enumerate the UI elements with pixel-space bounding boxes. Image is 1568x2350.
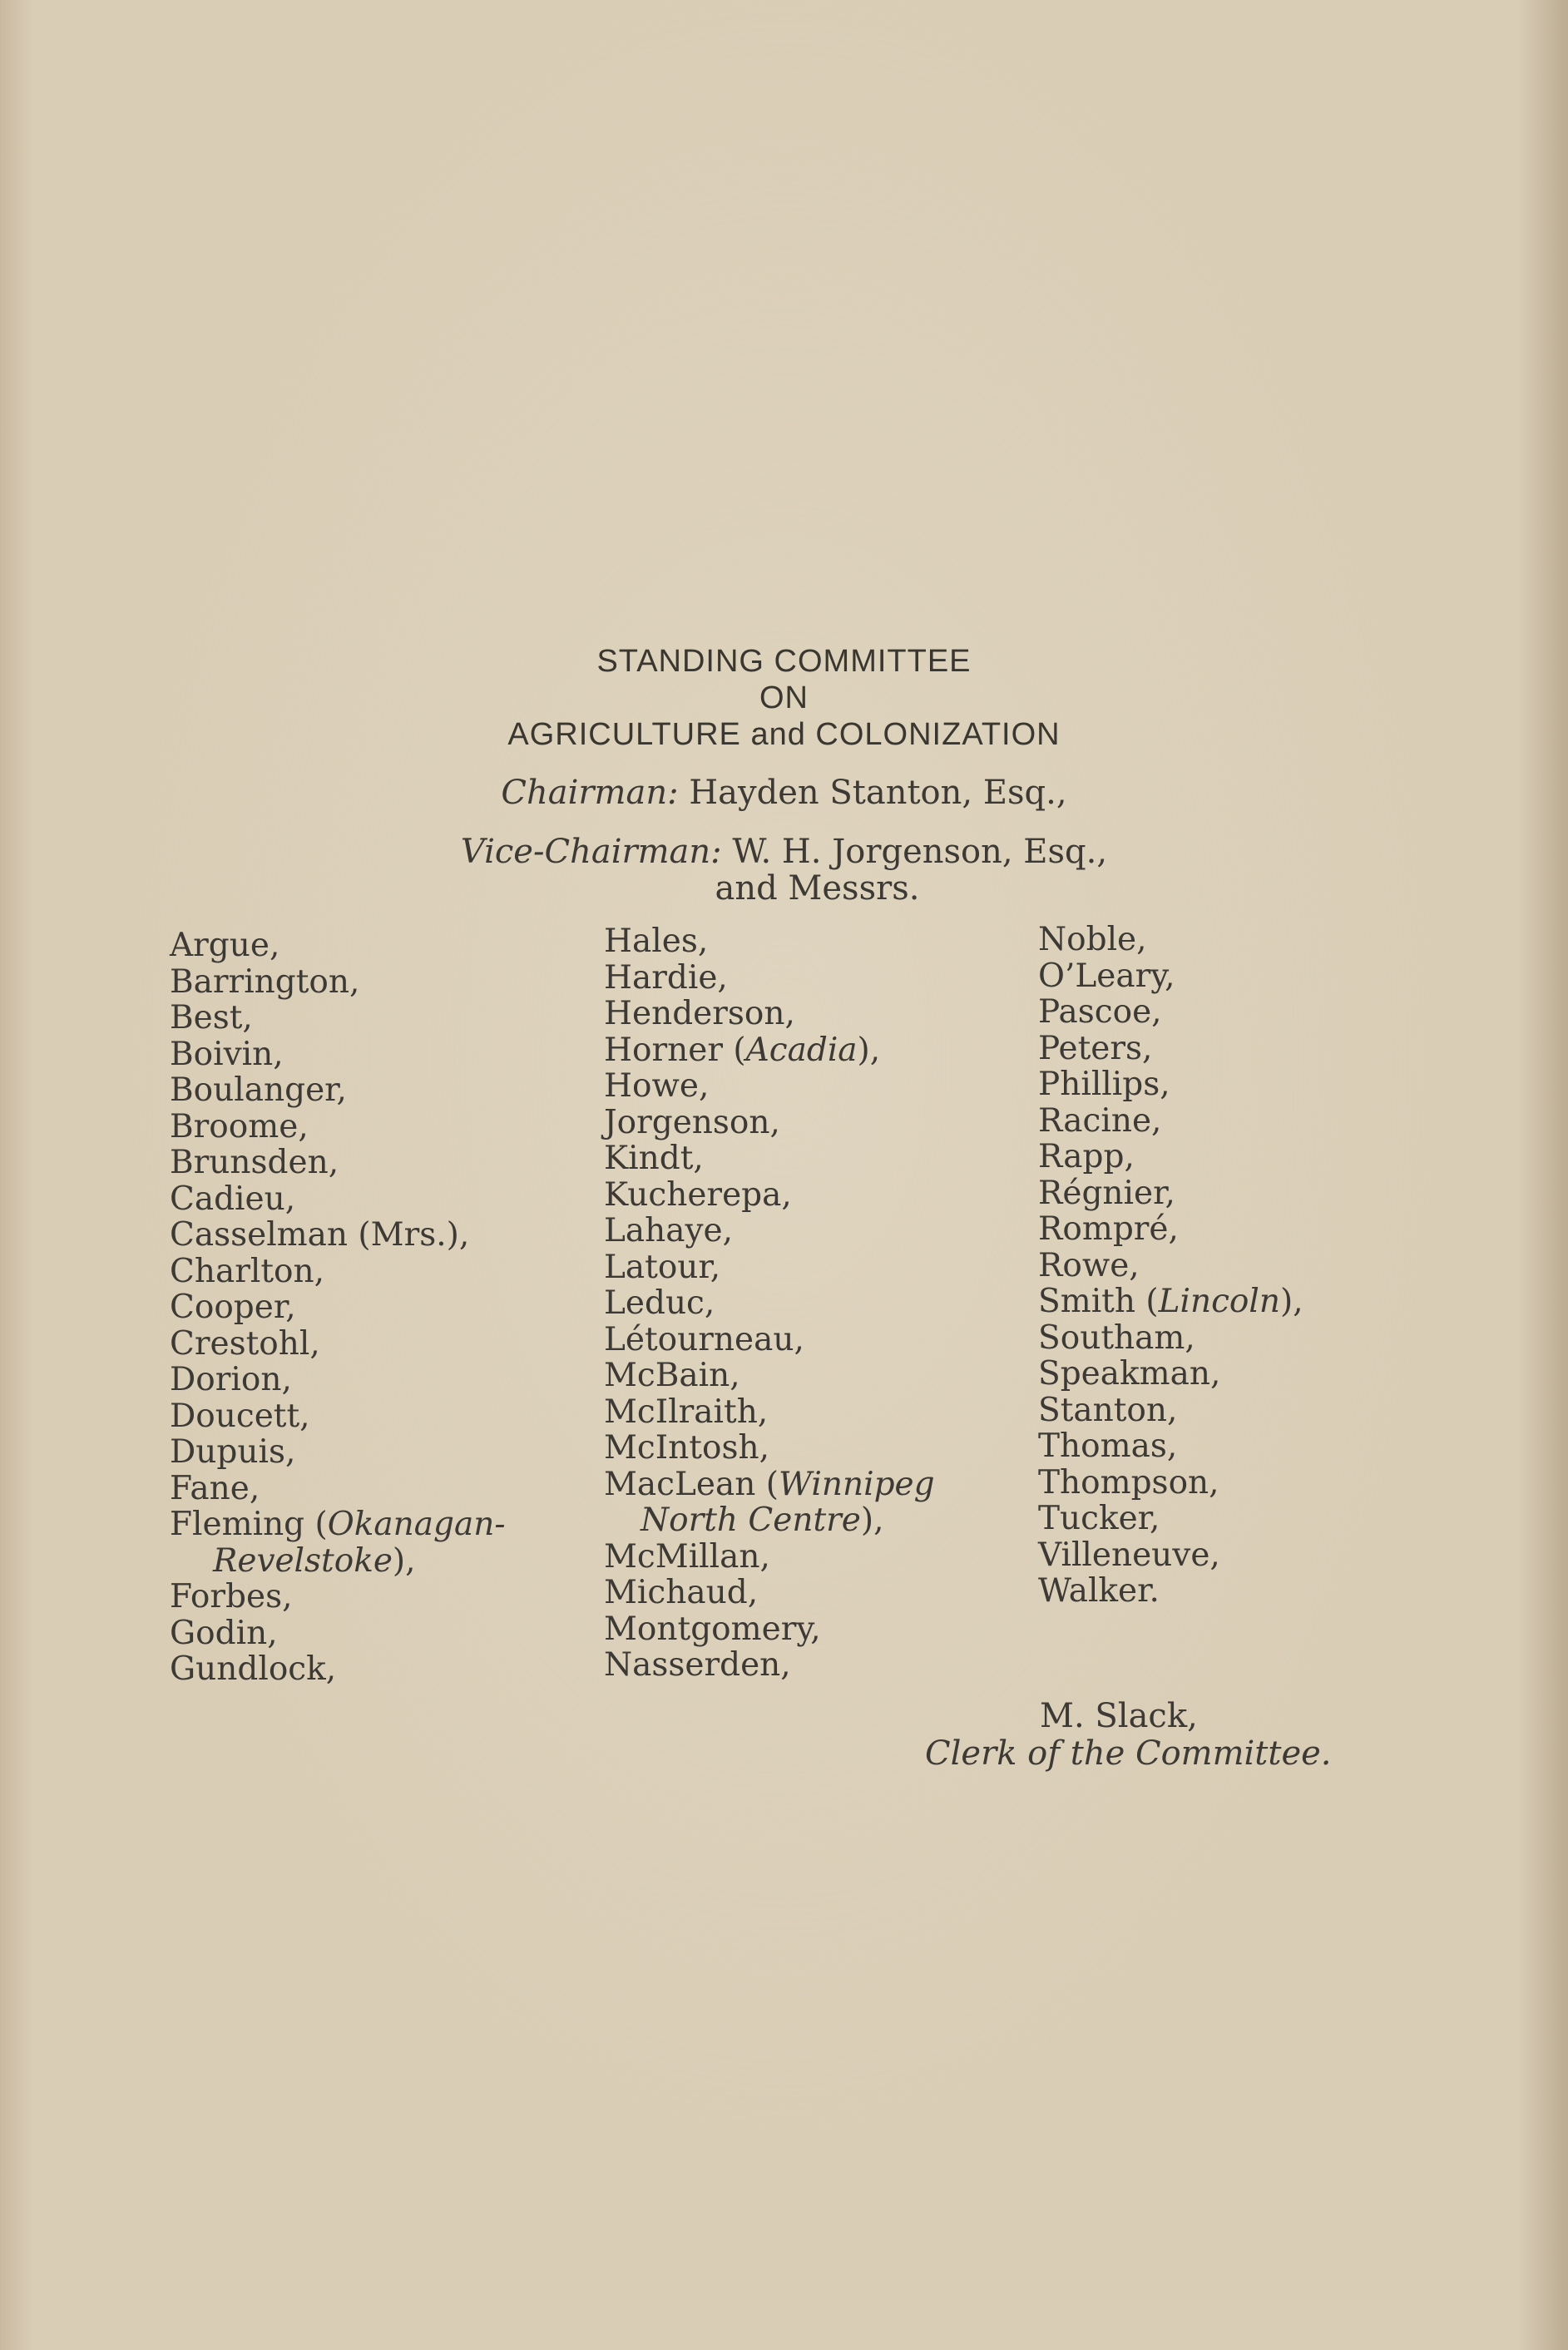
member-name: Montgomery, [604,1610,821,1648]
clerk-name: M. Slack, [1040,1697,1198,1735]
member-name: O’Leary, [1038,957,1175,995]
member-name: Dorion, [170,1361,292,1398]
member-name-fleming [170,1506,506,1543]
member-surname: Smith ( [1038,1283,1159,1320]
member-name: Crestohl, [170,1324,320,1363]
member-name: Speakman, [1038,1355,1221,1393]
member-name: Villeneuve, [1038,1536,1220,1574]
member-name: Cooper, [170,1289,296,1326]
member-name: Noble, [1038,921,1147,958]
member-riding: North Centre [641,1502,861,1539]
member-name: Pascoe, [1038,993,1162,1031]
member-riding-close: ), [857,1031,881,1069]
member-name: Stanton, [1038,1391,1178,1429]
member-name: Barrington, [170,962,360,1001]
members-column-2 [604,923,935,1684]
committee-title-line-3: AGRICULTURE and COLONIZATION [507,717,1061,752]
member-name: Argue, [170,927,280,964]
member-name-horner [604,1032,935,1069]
member-riding: Okanagan- [327,1506,506,1543]
member-surname: Fleming ( [170,1506,328,1543]
member-name: Hales, [604,923,709,960]
member-name: Hardie, [604,958,728,997]
member-name: Kindt, [604,1140,704,1177]
member-name: Fane, [170,1469,260,1507]
member-name: Nasserden, [604,1646,791,1684]
member-name: McBain, [604,1357,740,1394]
member-name: Phillips, [1038,1066,1170,1103]
member-name: Michaud, [604,1574,759,1611]
vice-chairman-line [0,833,1568,871]
member-name: Howe, [604,1067,710,1105]
member-name: Latour, [604,1248,721,1286]
committee-title-line-2: ON [759,680,809,715]
member-name: Rompré, [1038,1210,1179,1248]
members-column-3 [1038,922,1303,1610]
member-name: Rapp, [1038,1138,1135,1175]
member-name: Rowe, [1038,1246,1140,1284]
committee-title-line-1: STANDING COMMITTEE [596,644,972,679]
and-messrs-line: and Messrs. [715,869,920,908]
member-name: Racine, [1038,1101,1162,1140]
member-name-smith [1038,1284,1303,1320]
member-name: Létourneau, [604,1320,804,1358]
vice-chairman-role: Vice-Chairman: [460,833,722,871]
member-name: Forbes, [170,1578,293,1615]
member-riding: Acadia [745,1031,858,1069]
member-name: Boulanger, [170,1071,347,1109]
member-name: Kucherepa, [604,1175,792,1214]
member-name: Best, [170,999,253,1036]
member-name: McIntosh, [604,1429,769,1467]
member-name: Tucker, [1038,1500,1160,1537]
member-name: Walker. [1038,1572,1160,1610]
member-name: Doucett, [170,1397,310,1435]
member-name-continuation [604,1502,935,1539]
member-name: McIlraith, [604,1393,769,1431]
member-name: Dupuis, [170,1433,296,1471]
member-name: Leduc, [604,1284,715,1322]
member-riding-close: ), [392,1541,416,1580]
member-surname: Horner ( [604,1031,746,1069]
member-riding-close: ), [1279,1283,1303,1320]
member-riding-close: ), [860,1502,884,1539]
member-riding: Winnipeg [779,1465,935,1503]
vice-chairman-name: W. H. Jorgenson, Esq., [732,833,1108,871]
member-name: Charlton, [170,1252,324,1290]
chairman-name: Hayden Stanton, Esq., [689,774,1067,812]
member-name: Thompson, [1038,1463,1219,1502]
member-name: Cadieu, [170,1180,296,1218]
member-name: Gundlock, [170,1650,337,1688]
members-column-1 [170,928,506,1688]
chairman-line [0,774,1568,812]
member-name-continuation [170,1543,506,1580]
member-name: Casselman (Mrs.), [170,1216,470,1254]
member-name: Thomas, [1038,1427,1178,1465]
member-name: Régnier, [1038,1174,1175,1212]
member-name: Godin, [170,1614,278,1652]
member-name-maclean [604,1467,935,1503]
chairman-role: Chairman: [501,774,679,812]
member-name: Peters, [1038,1029,1153,1067]
member-riding: Revelstoke [213,1541,393,1580]
member-name: McMillan, [604,1537,770,1576]
member-name: Henderson, [604,995,795,1032]
member-surname: MacLean ( [604,1465,779,1503]
member-name: Southam, [1038,1318,1195,1357]
member-name: Jorgenson, [604,1103,780,1141]
member-riding: Lincoln [1158,1283,1280,1320]
member-name: Lahaye, [604,1212,734,1249]
member-name: Brunsden, [170,1144,339,1181]
member-name: Boivin, [170,1035,284,1073]
clerk-title: Clerk of the Committee. [925,1734,1332,1773]
member-name: Broome, [170,1107,309,1145]
